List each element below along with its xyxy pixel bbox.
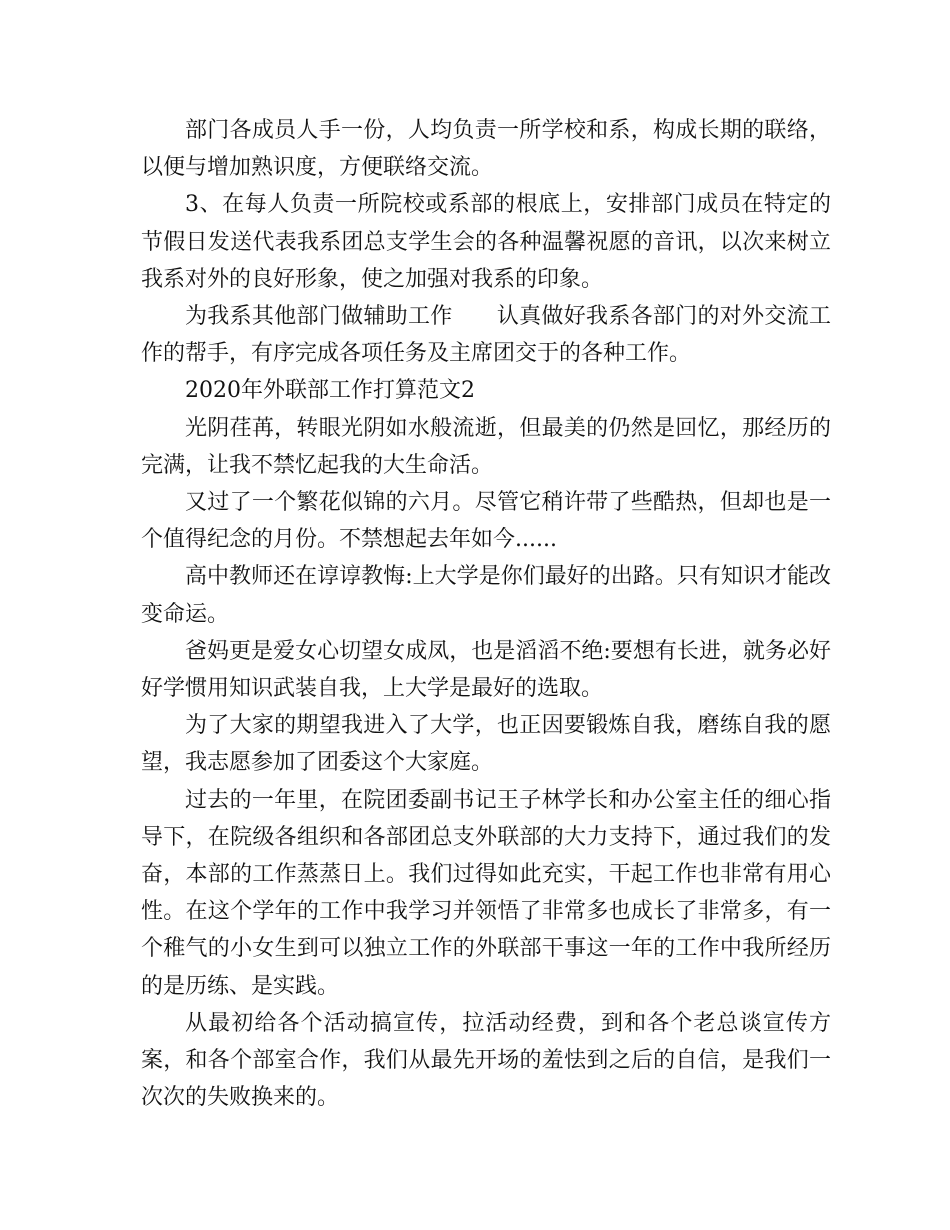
paragraph: 爸妈更是爱女心切望女成凤，也是滔滔不绝:要想有长进，就务必好好学惯用知识武装自我，上大学是最好的选取。 (141, 638, 831, 702)
paragraph: 3、在每人负责一所院校或系部的根底上，安排部门成员在特定的节假日发送代表我系团总支学生会的各种温馨祝愿的音讯，以次来树立我系对外的良好形象，使之加强对我系的印象。 (141, 192, 831, 292)
document-page (141, 112, 831, 1116)
paragraph: 为了大家的期望我进入了大学，也正因要锻炼自我，磨练自我的愿望，我志愿参加了团委这个大家庭。 (141, 713, 831, 776)
paragraph: 光阴荏苒，转眼光阴如水般流逝，但最美的仍然是回忆，那经历的完满，让我不禁忆起我的大生命活。 (141, 415, 831, 478)
paragraph: 部门各成员人手一份，人均负责一所学校和系，构成长期的联络，以便与增加熟识度，方便联络交流。 (141, 118, 831, 181)
section-heading: 2020年外联部工作打算范文2 (185, 378, 475, 404)
paragraph: 过去的一年里，在院团委副书记王子林学长和办公室主任的细心指导下，在院级各组织和各部团总支外联部的大力支持下，通过我们的发奋，本部的工作蒸蒸日上。我们过得如此充实，干起工作也非常有用心性。在这个学年的工作中我学习并领悟了非常多也成长了非常多，有一个稚气的小女生到可以独立工作的外联部干事这一年的工作中我所经历的是历练、是实践。 (141, 787, 831, 999)
paragraph: 从最初给各个活动搞宣传，拉活动经费，到和各个老总谈宣传方案，和各个部室合作，我们从最先开场的羞怯到之后的自信，是我们一次次的失败换来的。 (141, 1010, 831, 1111)
paragraph: 又过了一个繁花似锦的六月。尽管它稍许带了些酷热，但却也是一个值得纪念的月份。不禁想起去年如今...... (141, 490, 831, 553)
assist-title: 为我系其他部门做辅助工作 (185, 304, 453, 330)
paragraph (141, 298, 831, 372)
assist-body: 认真做好我系各部门的对外交流工作的帮手，有序完成各项任务及主席团交于的各种工作。 (141, 304, 831, 367)
paragraph: 高中教师还在谆谆教悔:上大学是你们最好的出路。只有知识才能改变命运。 (141, 564, 831, 627)
